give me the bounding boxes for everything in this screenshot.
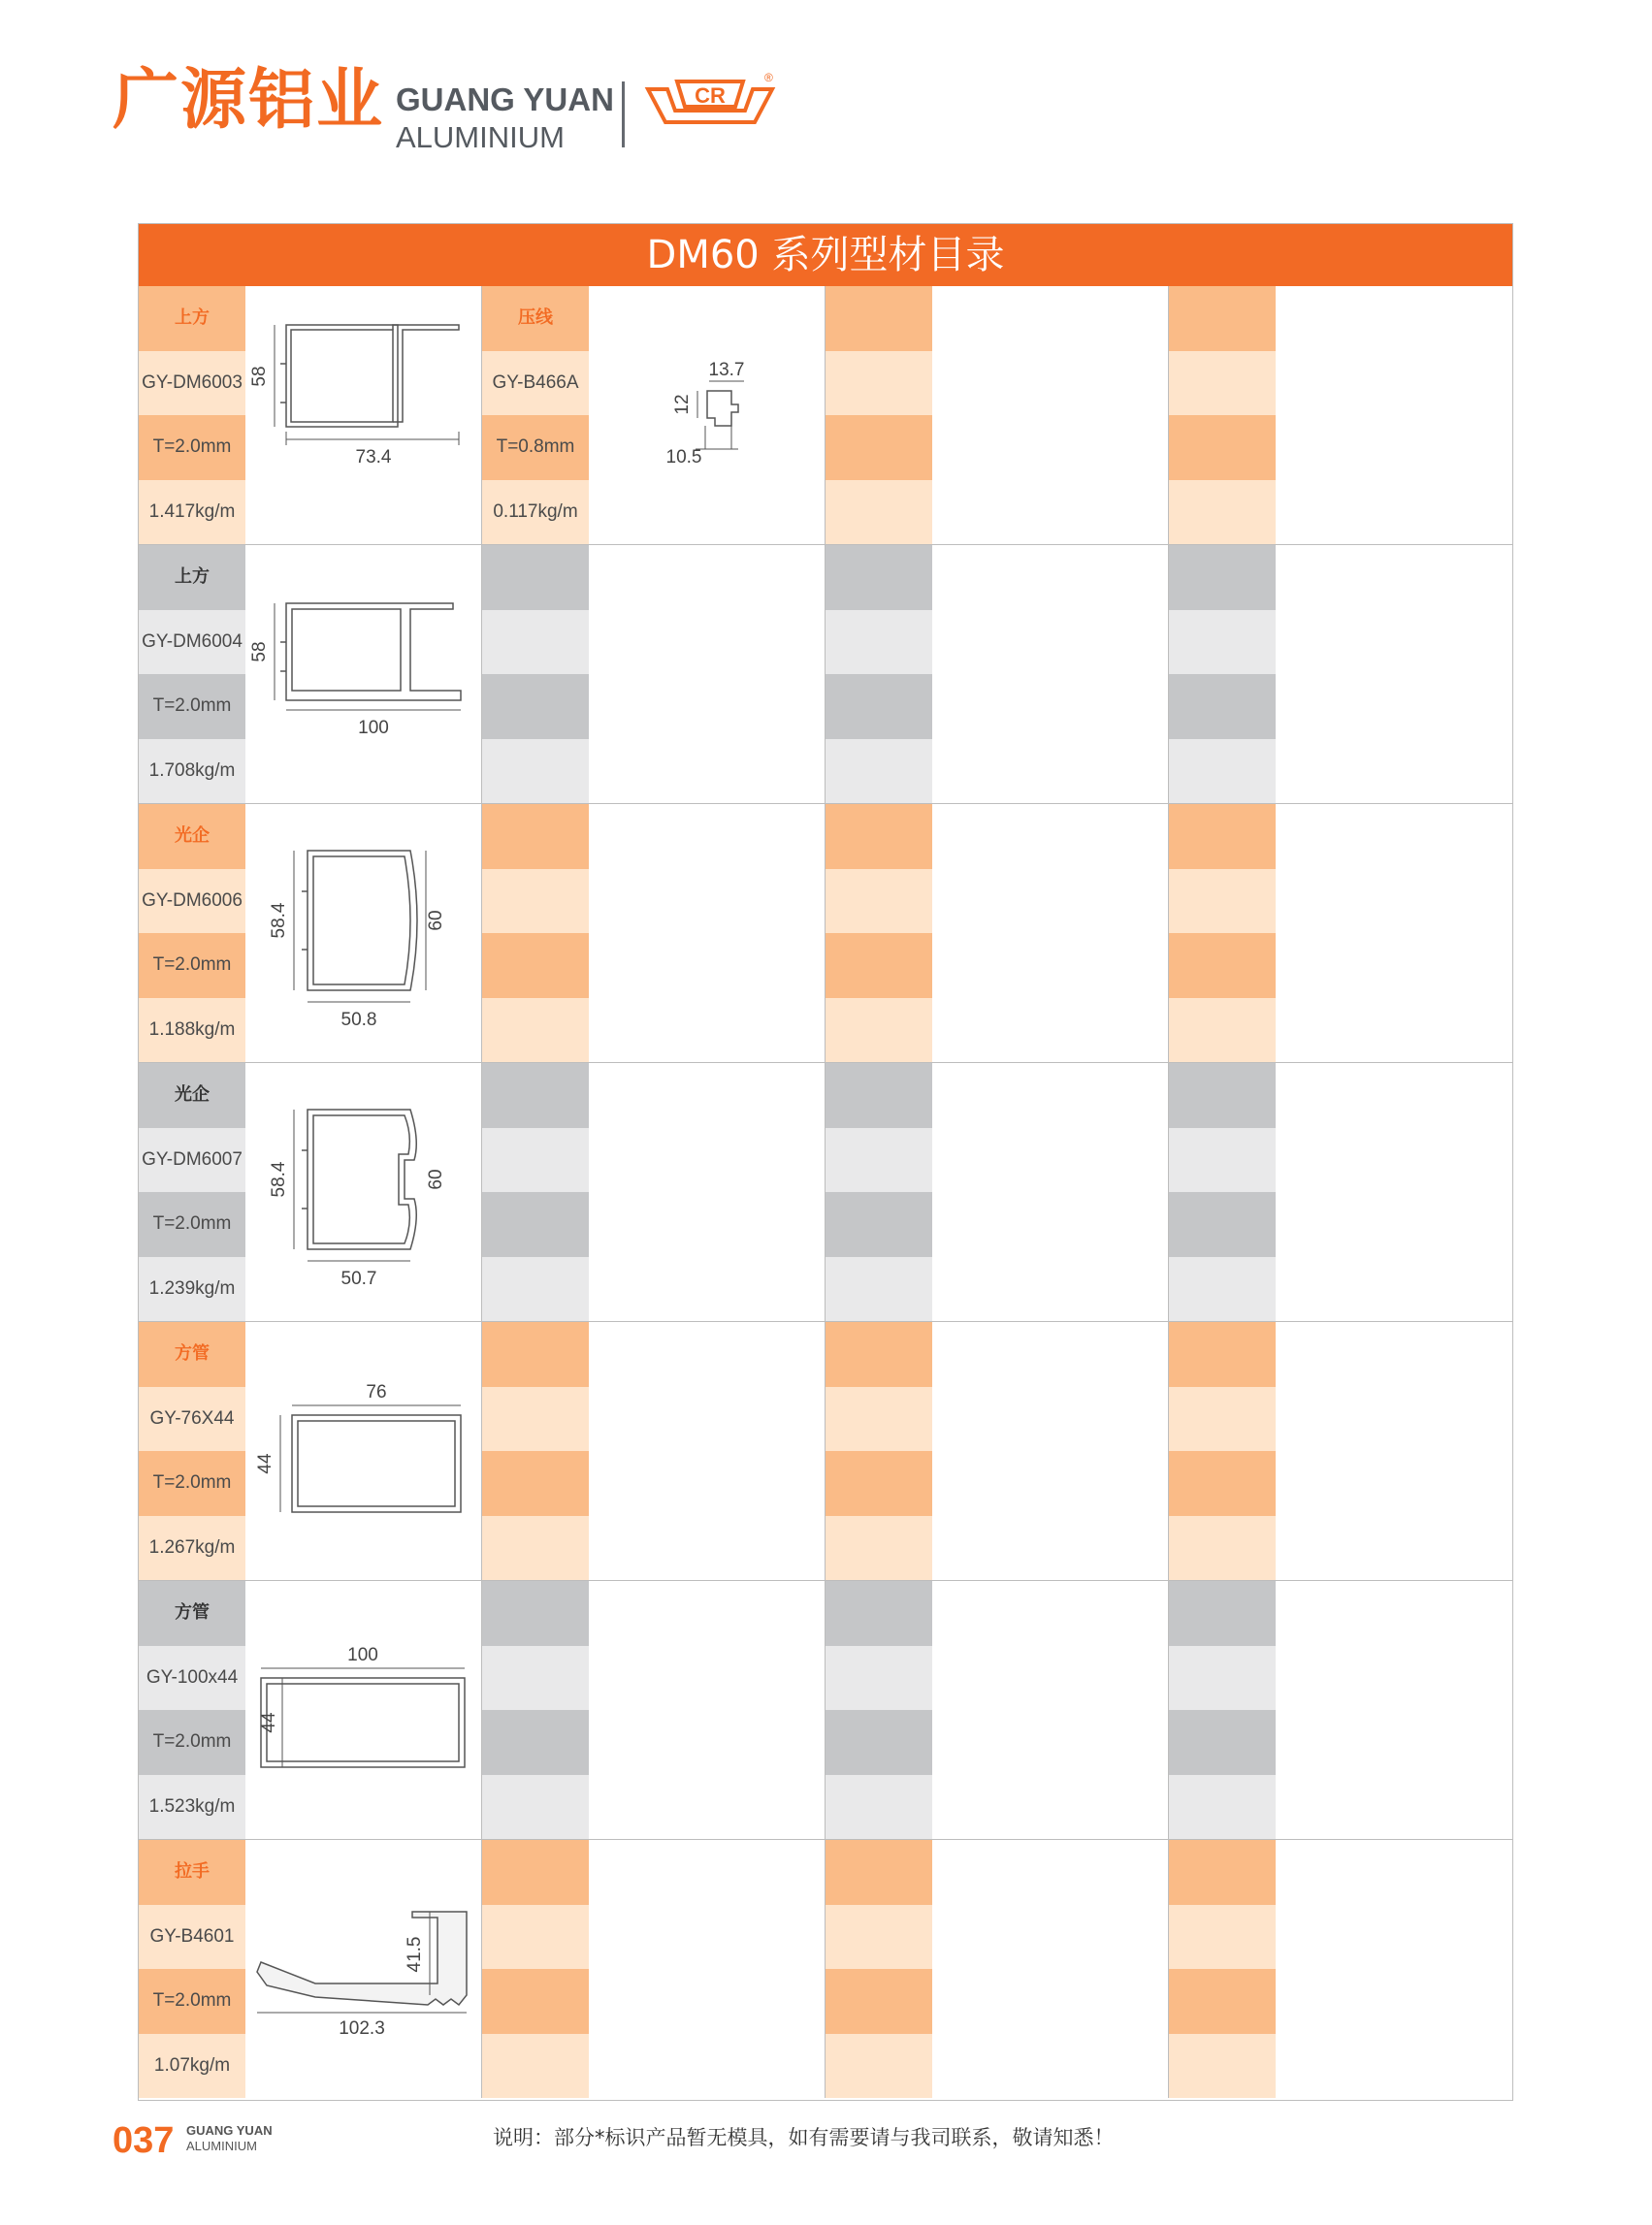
profile-drawing — [247, 545, 480, 803]
dimension-label: 50.7 — [340, 1269, 377, 1289]
profile-labels — [139, 1840, 245, 2098]
empty-entry — [826, 545, 1169, 803]
catalog-row — [139, 286, 1512, 545]
profile-weight: 1.07kg/m — [139, 2034, 245, 2099]
profile-labels — [139, 1322, 245, 1580]
dimension-label: 100 — [358, 718, 389, 738]
catalog-row — [139, 1840, 1512, 2099]
dimension-label: 102.3 — [339, 2018, 385, 2039]
empty-entry — [482, 1840, 826, 2098]
page-number: 037 — [113, 2120, 175, 2161]
dimension-label: 50.8 — [340, 1010, 377, 1030]
empty-entry — [826, 1581, 1169, 1839]
profile-name: 压线 — [482, 286, 589, 351]
profile-drawing — [247, 1063, 480, 1321]
profile-code: GY-DM6004 — [139, 610, 245, 675]
profile-name: 方管 — [139, 1322, 245, 1387]
empty-entry — [1169, 1581, 1512, 1839]
page-header — [0, 0, 1652, 194]
dimension-label: 100 — [347, 1645, 378, 1665]
profile-name: 光企 — [139, 1063, 245, 1128]
empty-entry — [482, 1063, 826, 1321]
brand-name-en-line1: GUANG YUAN — [396, 81, 614, 117]
profile-name: 上方 — [139, 286, 245, 351]
empty-entry — [482, 1581, 826, 1839]
empty-entry — [826, 1063, 1169, 1321]
profile-labels — [139, 286, 245, 544]
profile-code: GY-B466A — [482, 351, 589, 416]
profile-entry — [139, 1581, 482, 1839]
dimension-label: 58 — [249, 366, 270, 387]
profile-thickness: T=0.8mm — [482, 415, 589, 480]
profile-thickness: T=2.0mm — [139, 674, 245, 739]
profile-code: GY-100x44 — [139, 1646, 245, 1711]
brand-name-cn: 广源铝业 — [113, 62, 385, 139]
profile-drawing — [247, 1840, 480, 2098]
profile-weight: 0.117kg/m — [482, 480, 589, 545]
catalog-row — [139, 1322, 1512, 1581]
profile-drawing — [247, 804, 480, 1062]
footer-brand-line1: GUANG YUAN — [186, 2123, 273, 2138]
profile-name: 光企 — [139, 804, 245, 869]
dimension-label: 73.4 — [355, 447, 392, 468]
footer-brand-line2: ALUMINIUM — [186, 2139, 257, 2153]
profile-drawing — [591, 286, 824, 544]
profile-code: GY-B4601 — [139, 1905, 245, 1970]
catalog-row — [139, 1581, 1512, 1840]
profile-code: GY-DM6006 — [139, 869, 245, 934]
brand-logo-icon — [642, 68, 778, 141]
profile-labels — [482, 286, 589, 544]
profile-entry — [139, 1840, 482, 2098]
dimension-label: 76 — [366, 1382, 387, 1403]
profile-thickness: T=2.0mm — [139, 1451, 245, 1516]
empty-entry — [1169, 545, 1512, 803]
brand-name-en-line2: ALUMINIUM — [396, 120, 565, 154]
empty-entry — [826, 1840, 1169, 2098]
empty-entry — [1169, 286, 1512, 544]
profile-weight: 1.267kg/m — [139, 1516, 245, 1581]
svg-text:®: ® — [764, 71, 773, 84]
profile-weight: 1.188kg/m — [139, 998, 245, 1063]
profile-thickness: T=2.0mm — [139, 415, 245, 480]
profile-drawing — [247, 286, 480, 544]
profile-name: 上方 — [139, 545, 245, 610]
dimension-label: 60 — [426, 1169, 446, 1190]
profile-thickness: T=2.0mm — [139, 1710, 245, 1775]
catalog-row — [139, 545, 1512, 804]
profile-weight: 1.523kg/m — [139, 1775, 245, 1840]
profile-drawing — [247, 1322, 480, 1580]
profile-thickness: T=2.0mm — [139, 933, 245, 998]
empty-entry — [1169, 804, 1512, 1062]
empty-entry — [482, 545, 826, 803]
profile-code: GY-DM6007 — [139, 1128, 245, 1193]
empty-entry — [1169, 1840, 1512, 2098]
profile-entry — [139, 1322, 482, 1580]
profile-labels — [139, 1581, 245, 1839]
profile-thickness: T=2.0mm — [139, 1969, 245, 2034]
profile-name: 方管 — [139, 1581, 245, 1646]
brand-divider — [622, 81, 625, 147]
empty-entry — [826, 286, 1169, 544]
catalog-row — [139, 1063, 1512, 1322]
dimension-label: 60 — [426, 910, 446, 931]
profile-thickness: T=2.0mm — [139, 1192, 245, 1257]
catalog-grid — [139, 286, 1512, 2100]
profile-code: GY-76X44 — [139, 1387, 245, 1452]
profile-labels — [139, 804, 245, 1062]
profile-weight: 1.239kg/m — [139, 1257, 245, 1322]
profile-entry — [139, 545, 482, 803]
profile-drawing — [247, 1581, 480, 1839]
empty-entry — [826, 1322, 1169, 1580]
dimension-label: 13.7 — [708, 360, 745, 380]
empty-entry — [482, 804, 826, 1062]
dimension-label: 44 — [255, 1453, 275, 1474]
empty-entry — [1169, 1063, 1512, 1321]
catalog-row — [139, 804, 1512, 1063]
empty-entry — [482, 1322, 826, 1580]
dimension-label: 10.5 — [665, 447, 702, 468]
profile-entry — [139, 804, 482, 1062]
profile-entry — [139, 1063, 482, 1321]
profile-entry — [139, 286, 482, 544]
dimension-label: 41.5 — [405, 1936, 425, 1973]
profile-code: GY-DM6003 — [139, 351, 245, 416]
profile-labels — [139, 1063, 245, 1321]
dimension-label: 12 — [672, 394, 693, 415]
dimension-label: 58 — [249, 641, 270, 662]
profile-entry — [482, 286, 826, 544]
svg-text:CR: CR — [695, 83, 726, 108]
footer-note: 说明：部分*标识产品暂无模具，如有需要请与我司联系，敬请知悉！ — [493, 2126, 1115, 2149]
profile-name: 拉手 — [139, 1840, 245, 1905]
empty-entry — [1169, 1322, 1512, 1580]
profile-weight: 1.417kg/m — [139, 480, 245, 545]
dimension-label: 58.4 — [269, 1161, 289, 1198]
profile-weight: 1.708kg/m — [139, 739, 245, 804]
dimension-label: 58.4 — [269, 902, 289, 939]
empty-entry — [826, 804, 1169, 1062]
catalog-title: DM60 系列型材目录 — [139, 224, 1512, 286]
profile-labels — [139, 545, 245, 803]
dimension-label: 44 — [259, 1712, 279, 1733]
profile-catalog-table — [138, 223, 1513, 2101]
